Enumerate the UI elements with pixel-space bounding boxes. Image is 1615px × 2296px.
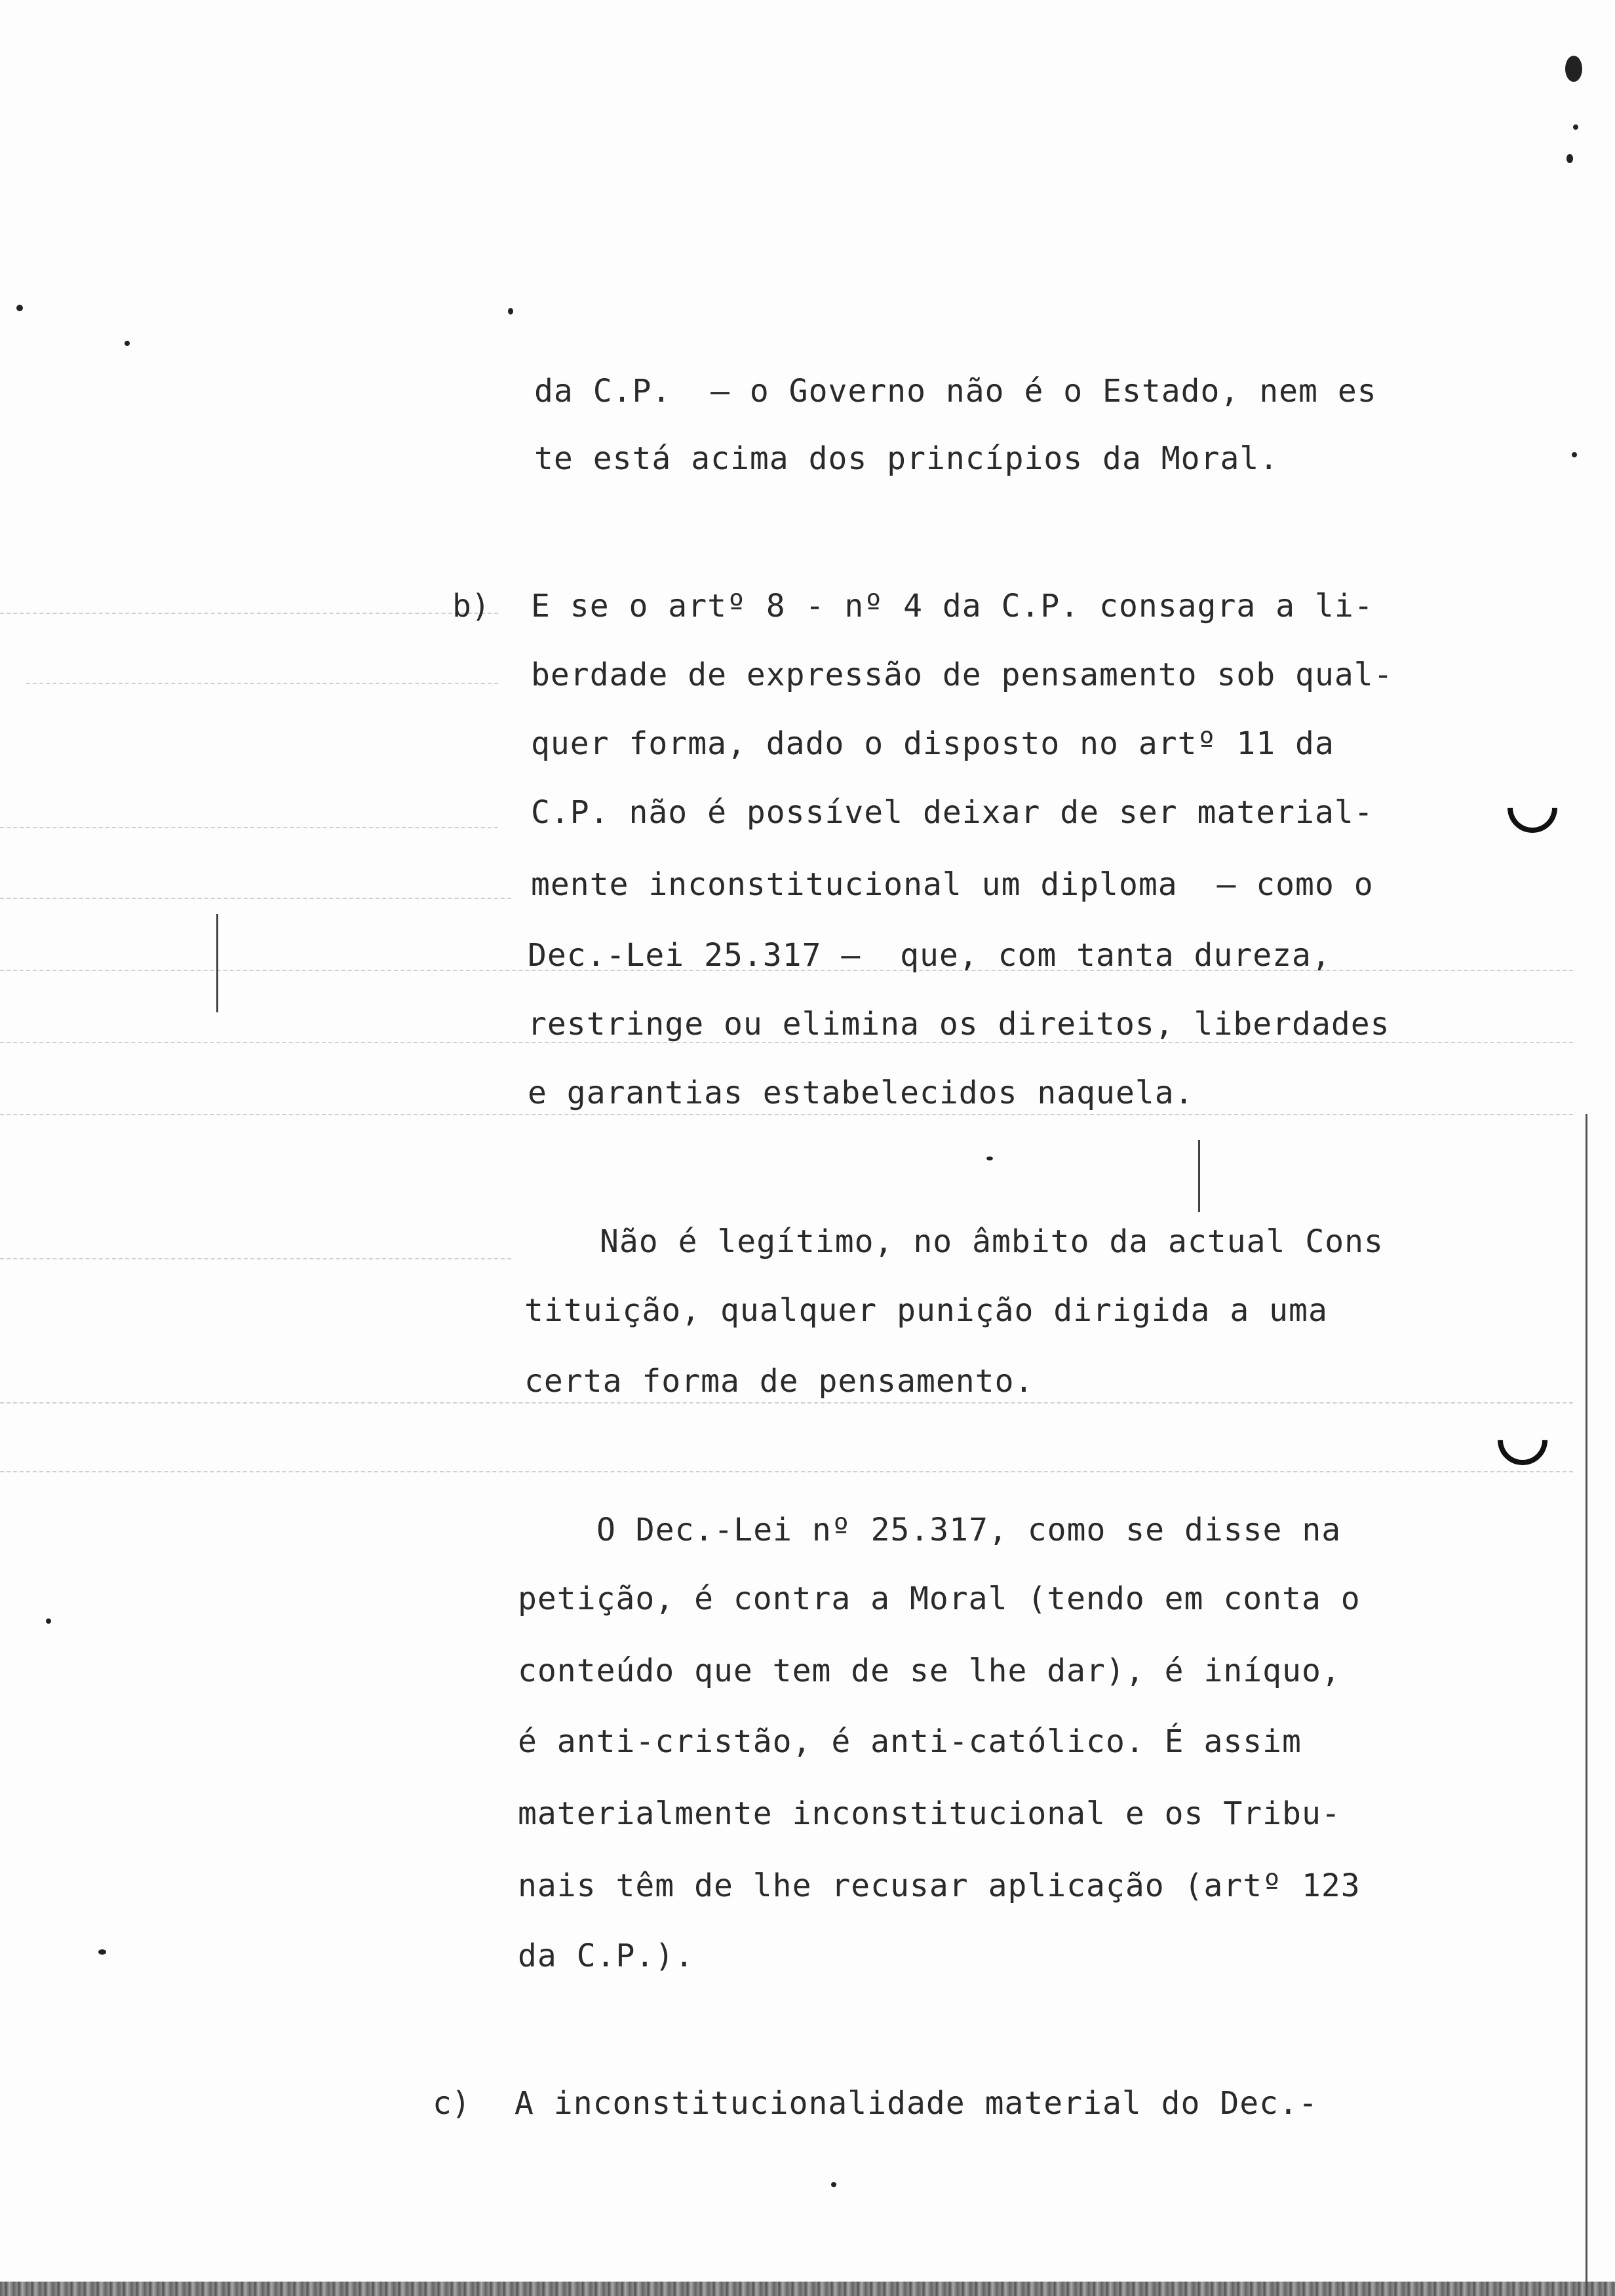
text-line: é anti-cristão, é anti-católico. É assim (518, 1723, 1302, 1760)
scan-speck (1572, 452, 1577, 457)
text-line: petição, é contra a Moral (tendo em conta o (518, 1580, 1361, 1617)
guide-rule (0, 1258, 511, 1259)
scan-stroke (1198, 1140, 1200, 1212)
text-line: e garantias estabelecidos naquela. (528, 1075, 1194, 1111)
text-line: nais têm de lhe recusar aplicação (artº 123 (518, 1867, 1361, 1904)
scan-speck (508, 308, 513, 315)
scan-speck (1573, 124, 1578, 130)
scan-speck (46, 1618, 51, 1624)
text-line: E se o artº 8 - nº 4 da C.P. consagra a li- (531, 588, 1374, 624)
scan-speck (125, 341, 130, 346)
text-line: te está acima dos princípios da Moral. (534, 440, 1279, 477)
binder-hole-mark (1487, 1405, 1557, 1475)
list-marker-c: c) (433, 2085, 471, 2122)
scan-speck (16, 305, 23, 311)
text-line: quer forma, dado o disposto no artº 11 da (531, 725, 1334, 762)
scan-speck (986, 1157, 993, 1160)
scan-stroke (216, 914, 218, 1012)
scan-speck (1565, 56, 1582, 82)
text-line: restringe ou elimina os direitos, liberdades (528, 1006, 1390, 1043)
guide-rule (0, 1471, 1573, 1472)
text-line: conteúdo que tem de se lhe dar), é iníquo, (518, 1653, 1341, 1689)
text-line: tituição, qualquer punição dirigida a uma (524, 1292, 1328, 1329)
text-line: C.P. não é possível deixar de ser material- (531, 794, 1374, 831)
page-edge (1586, 1114, 1587, 2296)
guide-rule (0, 613, 498, 614)
text-line: Dec.-Lei 25.317 — que, com tanta dureza, (528, 937, 1331, 974)
guide-rule (0, 1402, 1573, 1404)
text-line: Não é legítimo, no âmbito da actual Cons (600, 1223, 1384, 1260)
binder-hole-mark (1497, 773, 1567, 843)
text-line: da C.P. — o Governo não é o Estado, nem es (534, 373, 1377, 410)
text-line: A inconstitucionalidade material do Dec.- (515, 2085, 1318, 2122)
text-line: mente inconstitucional um diploma — como o (531, 866, 1374, 903)
scan-bottom-edge (0, 2282, 1615, 2296)
scan-speck (98, 1949, 106, 1955)
guide-rule (0, 1114, 1573, 1115)
text-line: certa forma de pensamento. (524, 1363, 1034, 1400)
guide-rule (0, 827, 498, 828)
text-line: berdade de expressão de pensamento sob qual- (531, 657, 1393, 693)
scan-speck (1566, 154, 1573, 163)
text-line: materialmente inconstitucional e os Tribu- (518, 1795, 1341, 1832)
text-line: da C.P.). (518, 1938, 695, 1974)
scan-speck (831, 2182, 836, 2187)
guide-rule (26, 683, 498, 684)
guide-rule (0, 898, 511, 899)
list-marker-b: b) (452, 588, 490, 624)
text-line: O Dec.-Lei nº 25.317, como se disse na (596, 1512, 1342, 1548)
